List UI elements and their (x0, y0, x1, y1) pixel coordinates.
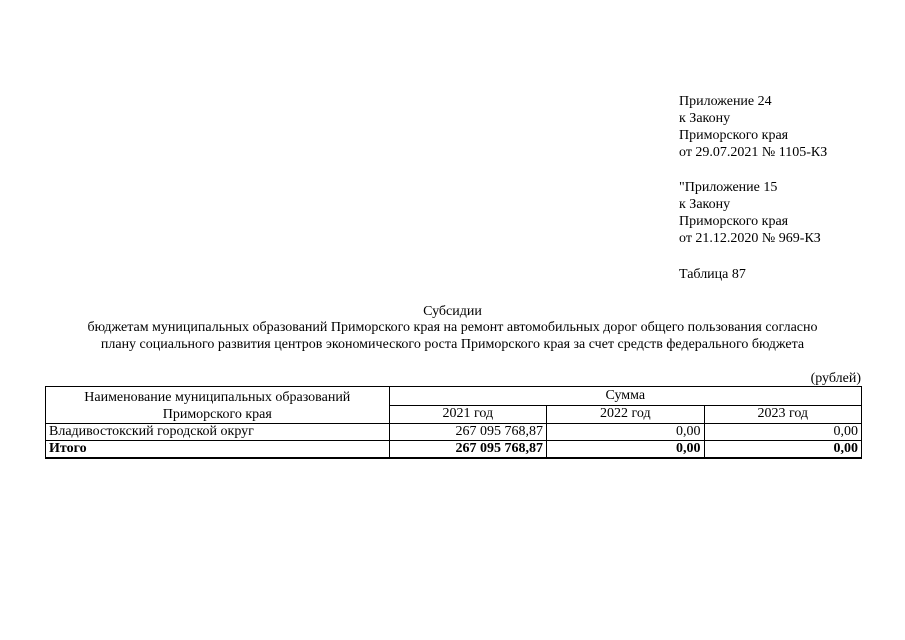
annex-prev-block (679, 179, 821, 247)
total-value-2021: 267 095 768,87 (389, 441, 546, 459)
row-value-2023: 0,00 (704, 424, 862, 441)
document-title: Субсидии (423, 304, 482, 319)
total-label: Итого (46, 441, 390, 459)
annex-law: к Закону (679, 111, 731, 126)
annex-prev-number: "Приложение 15 (679, 180, 778, 195)
row-value-2022: 0,00 (547, 424, 704, 441)
document-subtitle-line2: плану социального развития центров экономического роста Приморского края за счет средств федерального бюджета (100, 337, 805, 352)
annex-date: от 29.07.2021 № 1105-КЗ (679, 145, 828, 160)
table-number: Таблица 87 (679, 267, 746, 282)
annex-prev-region: Приморского края (679, 214, 789, 229)
total-value-2023: 0,00 (704, 441, 862, 459)
units-label: (рублей) (810, 371, 861, 386)
header-year-2021: 2021 год (389, 405, 546, 424)
annex-region: Приморского края (679, 128, 789, 143)
document-subtitle-line1: бюджетам муниципальных образований Приморского края на ремонт автомобильных дорог общего пользования согласно (87, 320, 818, 335)
header-sum: Сумма (389, 387, 861, 406)
header-year-2022: 2022 год (547, 405, 704, 424)
table-row (46, 424, 862, 441)
table-total-row (46, 441, 862, 459)
header-municipality: Наименование муниципальных образований Приморского края (46, 387, 390, 424)
row-value-2021: 267 095 768,87 (389, 424, 546, 441)
annex-block (679, 93, 827, 161)
row-municipality-name: Владивостокский городской округ (46, 424, 390, 441)
subsidies-table (45, 386, 862, 459)
annex-number: Приложение 24 (679, 94, 772, 109)
annex-prev-law: к Закону (679, 197, 731, 212)
table-header-row (46, 387, 862, 406)
header-year-2023: 2023 год (704, 405, 862, 424)
total-value-2022: 0,00 (547, 441, 704, 459)
annex-prev-date: от 21.12.2020 № 969-КЗ (679, 231, 821, 246)
